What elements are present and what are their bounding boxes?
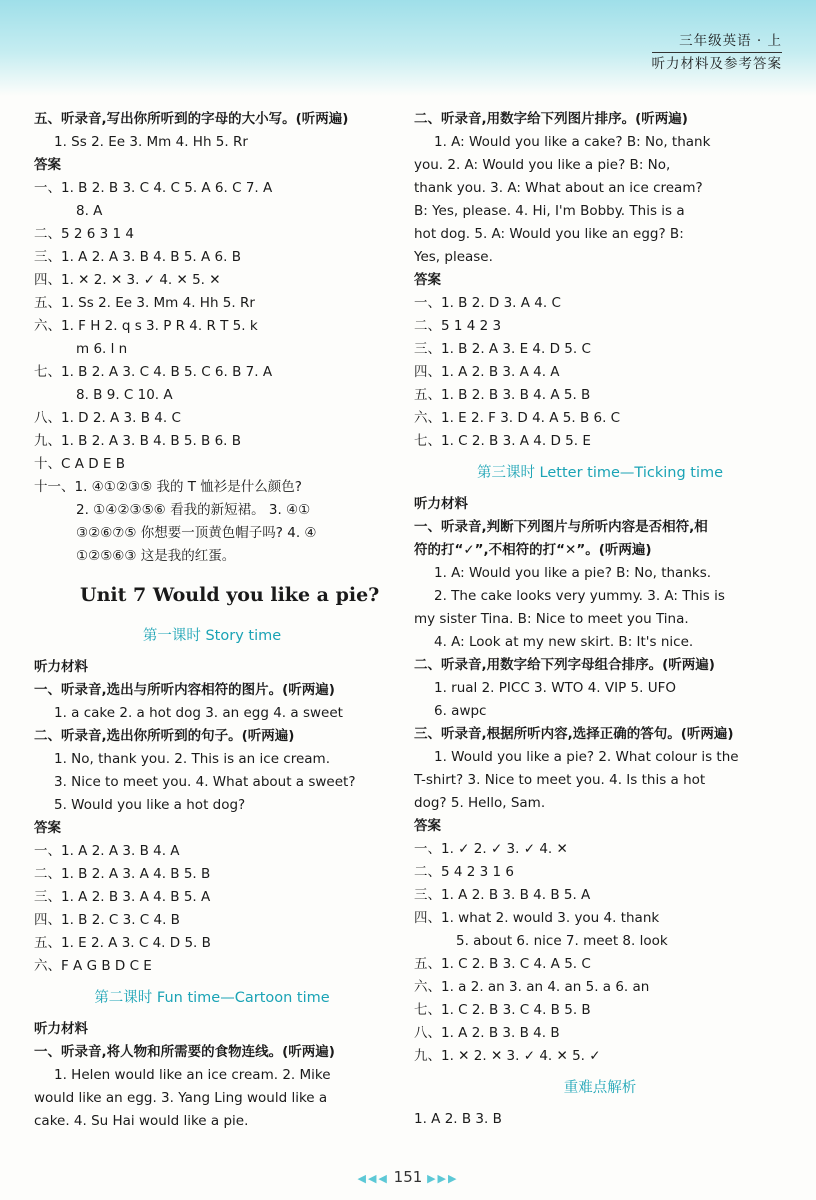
answer-line: ①②⑤⑥③ 这是我的红蛋。 bbox=[76, 548, 236, 564]
answer-line: 2. ①④②③⑤⑥ 看我的新短裙。 3. ④① bbox=[76, 502, 311, 518]
answer-line: m 6. l n bbox=[76, 341, 128, 357]
text-line: hot dog. 5. A: Would you like an egg? B: bbox=[414, 226, 684, 242]
text-line: you. 2. A: Would you like a pie? B: No, bbox=[414, 157, 671, 173]
text-line: 三、1. A 2. B 3. B 4. B 5. A bbox=[414, 887, 591, 903]
question-text: 1. A: Would you like a cake? B: No, thank bbox=[434, 134, 711, 150]
lesson-title: 第二课时 Fun time—Cartoon time bbox=[94, 990, 330, 1006]
text-line: thank you. 3. A: What about an ice cream? bbox=[414, 180, 703, 196]
question-heading: 一、听录音,选出与所听内容相符的图片。(听两遍) bbox=[34, 682, 335, 698]
text-line: 八、1. A 2. B 3. B 4. B bbox=[414, 1025, 560, 1041]
header-section: 听力材料及参考答案 bbox=[652, 52, 783, 75]
next-arrows-icon: ▶▶▶ bbox=[427, 1172, 459, 1185]
text-line: 六、1. a 2. an 3. an 4. an 5. a 6. an bbox=[414, 979, 650, 995]
question-heading: 二、听录音,用数字给下列字母组合排序。(听两遍) bbox=[414, 657, 715, 673]
text-line: would like an egg. 3. Yang Ling would like a bbox=[34, 1090, 328, 1106]
text-line: 二、1. B 2. A 3. A 4. B 5. B bbox=[34, 866, 211, 882]
text-line: 二、5 1 4 2 3 bbox=[414, 318, 502, 334]
text-line: 三、1. B 2. A 3. E 4. D 5. C bbox=[414, 341, 591, 357]
question-text: 3. Nice to meet you. 4. What about a sweet? bbox=[54, 774, 356, 790]
text-line: 七、1. C 2. B 3. C 4. B 5. B bbox=[414, 1002, 591, 1018]
section-label: 答案 bbox=[414, 818, 441, 834]
question-text: 4. A: Look at my new skirt. B: It's nice. bbox=[434, 634, 694, 650]
text-line: 十一、1. ④①②③⑤ 我的 T 恤衫是什么颜色? bbox=[34, 479, 302, 495]
text-line: 七、1. B 2. A 3. C 4. B 5. C 6. B 7. A bbox=[34, 364, 273, 380]
answer-line: 5. about 6. nice 7. meet 8. look bbox=[456, 933, 668, 949]
unit-title: Unit 7 Would you like a pie? bbox=[80, 584, 380, 606]
text-line: 一、1. A 2. A 3. B 4. A bbox=[34, 843, 180, 859]
text-line: my sister Tina. B: Nice to meet you Tina. bbox=[414, 611, 689, 627]
header bbox=[652, 30, 783, 75]
text-line: 1. A 2. B 3. B bbox=[414, 1111, 502, 1127]
text-line: cake. 4. Su Hai would like a pie. bbox=[34, 1113, 249, 1129]
prev-arrows-icon: ◀◀◀ bbox=[357, 1172, 389, 1185]
text-line: 九、1. B 2. A 3. B 4. B 5. B 6. B bbox=[34, 433, 242, 449]
lesson-title: 重难点解析 bbox=[563, 1080, 637, 1096]
text-line: 四、1. B 2. C 3. C 4. B bbox=[34, 912, 180, 928]
question-text: 1. No, thank you. 2. This is an ice cream. bbox=[54, 751, 330, 767]
lesson-title: 第一课时 Story time bbox=[142, 628, 282, 644]
left-column bbox=[34, 108, 390, 1133]
right-column bbox=[414, 108, 786, 1131]
text-line: 六、1. E 2. F 3. D 4. A 5. B 6. C bbox=[414, 410, 621, 426]
lesson-title: 第三课时 Letter time—Ticking time bbox=[476, 465, 724, 481]
question-text: 2. The cake looks very yummy. 3. A: This is bbox=[434, 588, 725, 604]
header-grade: 三年级英语 · 上 bbox=[679, 33, 782, 49]
text-line: 二、5 4 2 3 1 6 bbox=[414, 864, 514, 880]
text-line: dog? 5. Hello, Sam. bbox=[414, 795, 546, 811]
text-line: 五、1. E 2. A 3. C 4. D 5. B bbox=[34, 935, 211, 951]
question-heading: 符的打“✓”,不相符的打“✕”。(听两遍) bbox=[414, 542, 652, 558]
section-label: 答案 bbox=[414, 272, 441, 288]
text-line: 二、5 2 6 3 1 4 bbox=[34, 226, 134, 242]
question-heading: 五、听录音,写出你所听到的字母的大小写。(听两遍) bbox=[34, 111, 349, 127]
question-text: 1. A: Would you like a pie? B: No, thanks. bbox=[434, 565, 712, 581]
section-label: 听力材料 bbox=[34, 659, 88, 675]
text-line: B: Yes, please. 4. Hi, I'm Bobby. This is a bbox=[414, 203, 685, 219]
question-heading: 一、听录音,将人物和所需要的食物连线。(听两遍) bbox=[34, 1044, 335, 1060]
answer-line: 8. A bbox=[76, 203, 103, 219]
text-line: 六、F A G B D C E bbox=[34, 958, 152, 974]
answer-line: ③②⑥⑦⑤ 你想要一顶黄色帽子吗? 4. ④ bbox=[76, 525, 317, 541]
question-text: 1. Helen would like an ice cream. 2. Mike bbox=[54, 1067, 331, 1083]
text-line: 十、C A D E B bbox=[34, 456, 126, 472]
text-line: 三、1. A 2. A 3. B 4. B 5. A 6. B bbox=[34, 249, 241, 265]
answer-line: 8. B 9. C 10. A bbox=[76, 387, 173, 403]
text-line: 三、1. A 2. B 3. A 4. B 5. A bbox=[34, 889, 211, 905]
question-text: 1. Ss 2. Ee 3. Mm 4. Hh 5. Rr bbox=[54, 134, 248, 150]
question-heading: 三、听录音,根据所听内容,选择正确的答句。(听两遍) bbox=[414, 726, 734, 742]
text-line: 五、1. C 2. B 3. C 4. A 5. C bbox=[414, 956, 591, 972]
section-label: 答案 bbox=[34, 157, 61, 173]
question-text: 1. rual 2. PICC 3. WTO 4. VIP 5. UFO bbox=[434, 680, 676, 696]
text-line: 九、1. ✕ 2. ✕ 3. ✓ 4. ✕ 5. ✓ bbox=[414, 1048, 601, 1064]
question-text: 5. Would you like a hot dog? bbox=[54, 797, 246, 813]
question-text: 6. awpc bbox=[434, 703, 487, 719]
question-heading: 一、听录音,判断下列图片与所听内容是否相符,相 bbox=[414, 519, 708, 535]
text-line: 五、1. B 2. B 3. B 4. A 5. B bbox=[414, 387, 591, 403]
text-line: 五、1. Ss 2. Ee 3. Mm 4. Hh 5. Rr bbox=[34, 295, 255, 311]
question-heading: 二、听录音,选出你所听到的句子。(听两遍) bbox=[34, 728, 295, 744]
text-line: 七、1. C 2. B 3. A 4. D 5. E bbox=[414, 433, 591, 449]
text-line: 六、1. F H 2. q s 3. P R 4. R T 5. k bbox=[34, 318, 258, 334]
text-line: 四、1. what 2. would 3. you 4. thank bbox=[414, 910, 660, 926]
text-line: 四、1. ✕ 2. ✕ 3. ✓ 4. ✕ 5. ✕ bbox=[34, 272, 221, 288]
text-line: 一、1. ✓ 2. ✓ 3. ✓ 4. ✕ bbox=[414, 841, 568, 857]
section-label: 听力材料 bbox=[34, 1021, 88, 1037]
text-line: T-shirt? 3. Nice to meet you. 4. Is this a hot bbox=[414, 772, 706, 788]
text-line: 八、1. D 2. A 3. B 4. C bbox=[34, 410, 181, 426]
text-line: 一、1. B 2. D 3. A 4. C bbox=[414, 295, 561, 311]
section-label: 听力材料 bbox=[414, 496, 468, 512]
text-line: 一、1. B 2. B 3. C 4. C 5. A 6. C 7. A bbox=[34, 180, 273, 196]
question-text: 1. Would you like a pie? 2. What colour is the bbox=[434, 749, 739, 765]
page-footer bbox=[0, 1168, 816, 1186]
page-number: 151 bbox=[393, 1168, 423, 1186]
question-text: 1. a cake 2. a hot dog 3. an egg 4. a sweet bbox=[54, 705, 343, 721]
text-line: 四、1. A 2. B 3. A 4. A bbox=[414, 364, 560, 380]
text-line: Yes, please. bbox=[414, 249, 493, 265]
section-label: 答案 bbox=[34, 820, 61, 836]
question-heading: 二、听录音,用数字给下列图片排序。(听两遍) bbox=[414, 111, 688, 127]
